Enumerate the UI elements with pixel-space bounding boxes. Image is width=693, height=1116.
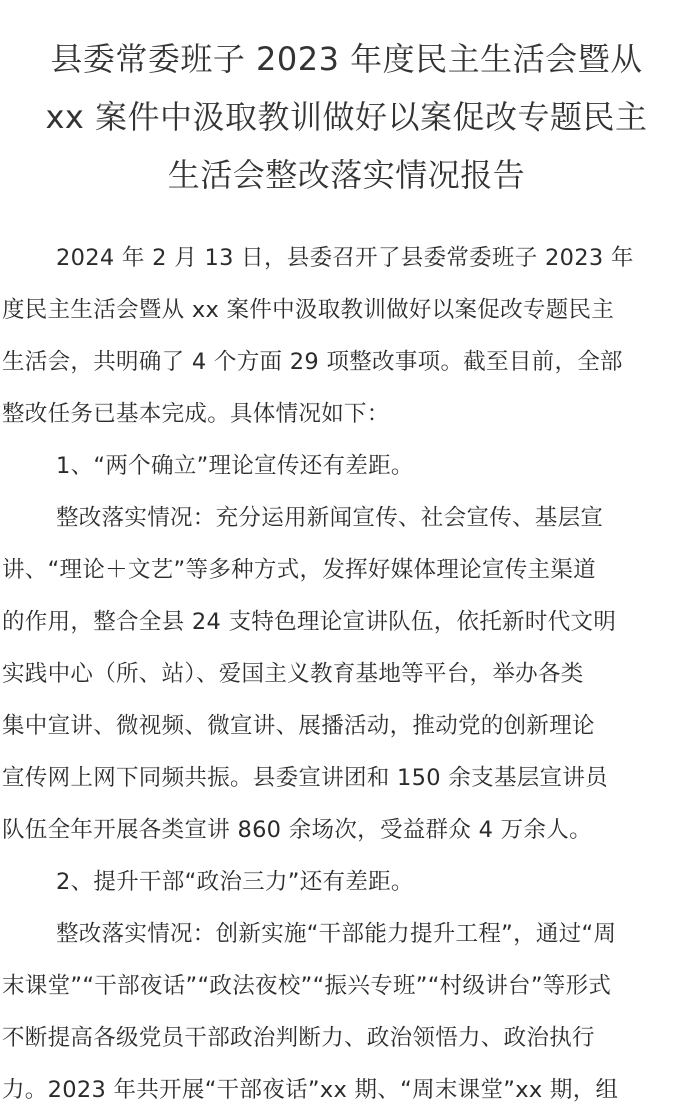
body-line: 生活会，共明确了 4 个方面 29 项整改事项。截至目前，全部 [2, 349, 623, 375]
body-line: 队伍全年开展各类宣讲 860 余场次，受益群众 4 万余人。 [2, 817, 592, 843]
body-line: 整改任务已基本完成。具体情况如下： [2, 401, 390, 427]
body-line: 实践中心（所、站）、爱国主义教育基地等平台，举办各类 [2, 661, 584, 687]
document-body [0, 232, 693, 1116]
body-line: 整改落实情况：创新实施“干部能力提升工程”，通过“周 [56, 921, 617, 947]
document-title [6, 30, 687, 204]
body-line: 的作用，整合全县 24 支特色理论宣讲队伍，依托新时代文明 [2, 609, 617, 635]
body-line: 集中宣讲、微视频、微宣讲、展播活动，推动党的创新理论 [2, 713, 595, 739]
body-line: 2024 年 2 月 13 日，县委召开了县委常委班子 2023 年 [56, 245, 634, 271]
title-line-2: xx 案件中汲取教训做好以案促改专题民主 [45, 98, 648, 136]
section-heading-2: 2、提升干部“政治三力”还有差距。 [56, 869, 414, 895]
title-line-1: 县委常委班子 2023 年度民主生活会暨从 [50, 40, 643, 78]
body-line: 不断提高各级党员干部政治判断力、政治领悟力、政治执行 [2, 1025, 595, 1051]
body-line: 度民主生活会暨从 xx 案件中汲取教训做好以案促改专题民主 [2, 297, 615, 323]
body-line: 讲、“理论＋文艺”等多种方式，发挥好媒体理论宣传主渠道 [2, 557, 596, 583]
title-line-3: 生活会整改落实情况报告 [167, 156, 526, 194]
body-line: 力。2023 年共开展“干部夜话”xx 期、“周末课堂”xx 期，组 [2, 1077, 619, 1103]
body-line: 宣传网上网下同频共振。县委宣讲团和 150 余支基层宣讲员 [2, 765, 608, 791]
section-heading-1: 1、“两个确立”理论宣传还有差距。 [56, 453, 414, 479]
body-line: 整改落实情况：充分运用新闻宣传、社会宣传、基层宣 [56, 505, 604, 531]
body-line: 末课堂”“干部夜话”“政法夜校”“振兴专班”“村级讲台”等形式 [2, 973, 612, 999]
